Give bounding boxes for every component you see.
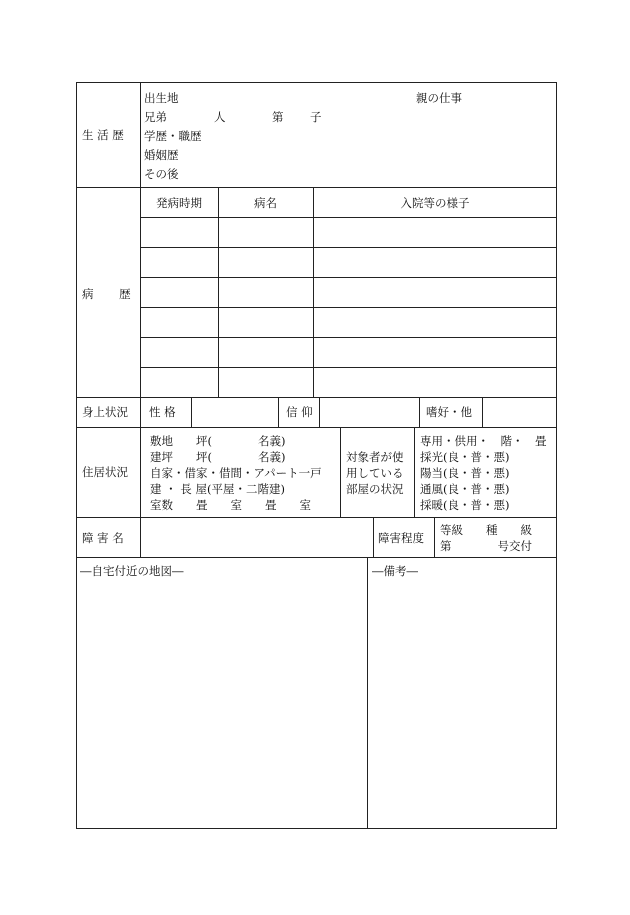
col-divider [434, 517, 435, 557]
lighting-line: 採光(良・普・悪) [420, 450, 510, 464]
onset-header: 発病時期 [156, 196, 202, 210]
building-type-line: 建 ・ 長 屋(平屋・二階建) [150, 482, 285, 496]
housing-label: 住居状況 [82, 465, 128, 479]
row-divider [140, 367, 557, 368]
after-label: その後 [144, 167, 179, 181]
remarks-label: ―備考― [372, 564, 418, 578]
marriage-label: 婚姻歴 [144, 148, 179, 162]
siblings-label: 兄弟 [144, 110, 167, 124]
ventilation-line: 通風(良・普・悪) [420, 482, 510, 496]
disability-degree-label: 障害程度 [378, 531, 424, 545]
medical-history-label: 病 歴 [82, 287, 131, 301]
sunlight-line: 陽当(良・普・悪) [420, 466, 510, 480]
siblings-order-prefix: 第 [272, 110, 284, 124]
divider [76, 557, 557, 558]
room-usage-line: 専用・供用・ 階・ 畳 [420, 434, 547, 448]
room-count-line: 室数 畳 室 畳 室 [150, 498, 311, 512]
disease-header: 病名 [254, 196, 277, 210]
heating-line: 採暖(良・普・悪) [420, 498, 510, 512]
disability-name-label: 障 害 名 [82, 531, 124, 545]
divider [76, 397, 557, 398]
parent-job-label: 親の仕事 [416, 91, 462, 105]
subject-room-line: 対象者が使 [346, 450, 404, 464]
building-area-line: 建坪 坪( 名義) [150, 450, 286, 464]
row-divider [140, 337, 557, 338]
row-divider [140, 307, 557, 308]
ownership-line: 自家・借家・借間・アパート一戸 [150, 466, 322, 480]
row-divider [140, 247, 557, 248]
divider [76, 427, 557, 428]
personality-label: 性 格 [149, 405, 176, 419]
col-divider [419, 397, 420, 427]
subject-room-line: 部屋の状況 [346, 482, 404, 496]
divider [76, 187, 557, 188]
belief-label: 信 仰 [286, 405, 313, 419]
col-divider [340, 427, 341, 517]
label-column-divider [140, 82, 141, 557]
col-divider [191, 397, 192, 427]
col-divider [218, 187, 219, 397]
col-divider [319, 397, 320, 427]
certificate-number-line: 第 号交付 [440, 539, 532, 553]
personal-status-label: 身上状況 [82, 405, 128, 419]
grade-line: 等級 種 級 [440, 523, 532, 537]
col-divider [278, 397, 279, 427]
col-divider [414, 427, 415, 517]
home-map-label: ―自宅付近の地図― [80, 564, 184, 578]
col-divider [482, 397, 483, 427]
site-area-line: 敷地 坪( 名義) [150, 434, 286, 448]
col-divider [313, 187, 314, 397]
siblings-order-suffix: 子 [310, 110, 322, 124]
hobby-label: 嗜好・他 [426, 405, 472, 419]
divider [76, 517, 557, 518]
birthplace-label: 出生地 [144, 91, 179, 105]
hospitalization-header: 入院等の様子 [400, 196, 470, 210]
col-divider [367, 557, 368, 829]
row-divider [140, 217, 557, 218]
siblings-count-unit: 人 [214, 110, 226, 124]
col-divider [373, 517, 374, 557]
education-label: 学歴・職歴 [144, 129, 202, 143]
subject-room-line: 用している [346, 466, 404, 480]
life-history-label: 生 活 歴 [82, 128, 124, 142]
row-divider [140, 277, 557, 278]
